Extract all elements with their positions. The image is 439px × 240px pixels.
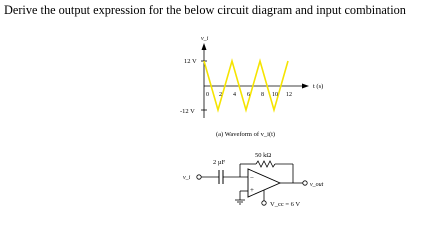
resistor-label: 50 kΩ [255, 152, 272, 159]
opamp-minus-label: − [250, 174, 254, 182]
x-tick-label: 10 [272, 92, 278, 98]
y-axis-label: v_i [201, 36, 209, 42]
supply-terminal [262, 201, 266, 205]
y-max-label: 12 V [184, 58, 197, 65]
resistor [256, 161, 275, 167]
waveform-plot [180, 36, 323, 138]
triangle-wave [204, 61, 288, 110]
opamp-plus-label: + [250, 186, 254, 194]
x-tick-label: 6 [247, 92, 250, 98]
y-axis-arrow [202, 43, 207, 50]
integrator-circuit [183, 152, 324, 208]
question-text: Derive the output expression for the below circuit diagram and input combination [4, 3, 406, 17]
capacitor-label: 2 µF [213, 159, 226, 166]
input-label: v_i [183, 175, 191, 181]
waveform-caption: (a) Waveform of v_i(t) [216, 131, 276, 138]
x-tick-label: 4 [233, 92, 236, 98]
output-terminal [303, 181, 307, 185]
x-tick-label: 2 [219, 92, 222, 98]
ground-icon [235, 200, 245, 204]
x-tick-label: 0 [206, 92, 209, 98]
supply-label: V_cc = 6 V [270, 201, 301, 208]
x-axis-label: t (s) [313, 83, 324, 90]
output-label: v_out [310, 182, 324, 188]
x-tick-label: 12 [286, 92, 292, 98]
x-axis-arrow [302, 84, 309, 89]
y-min-label: -12 V [180, 108, 195, 115]
x-tick-label: 8 [261, 92, 264, 98]
input-terminal [197, 175, 201, 179]
